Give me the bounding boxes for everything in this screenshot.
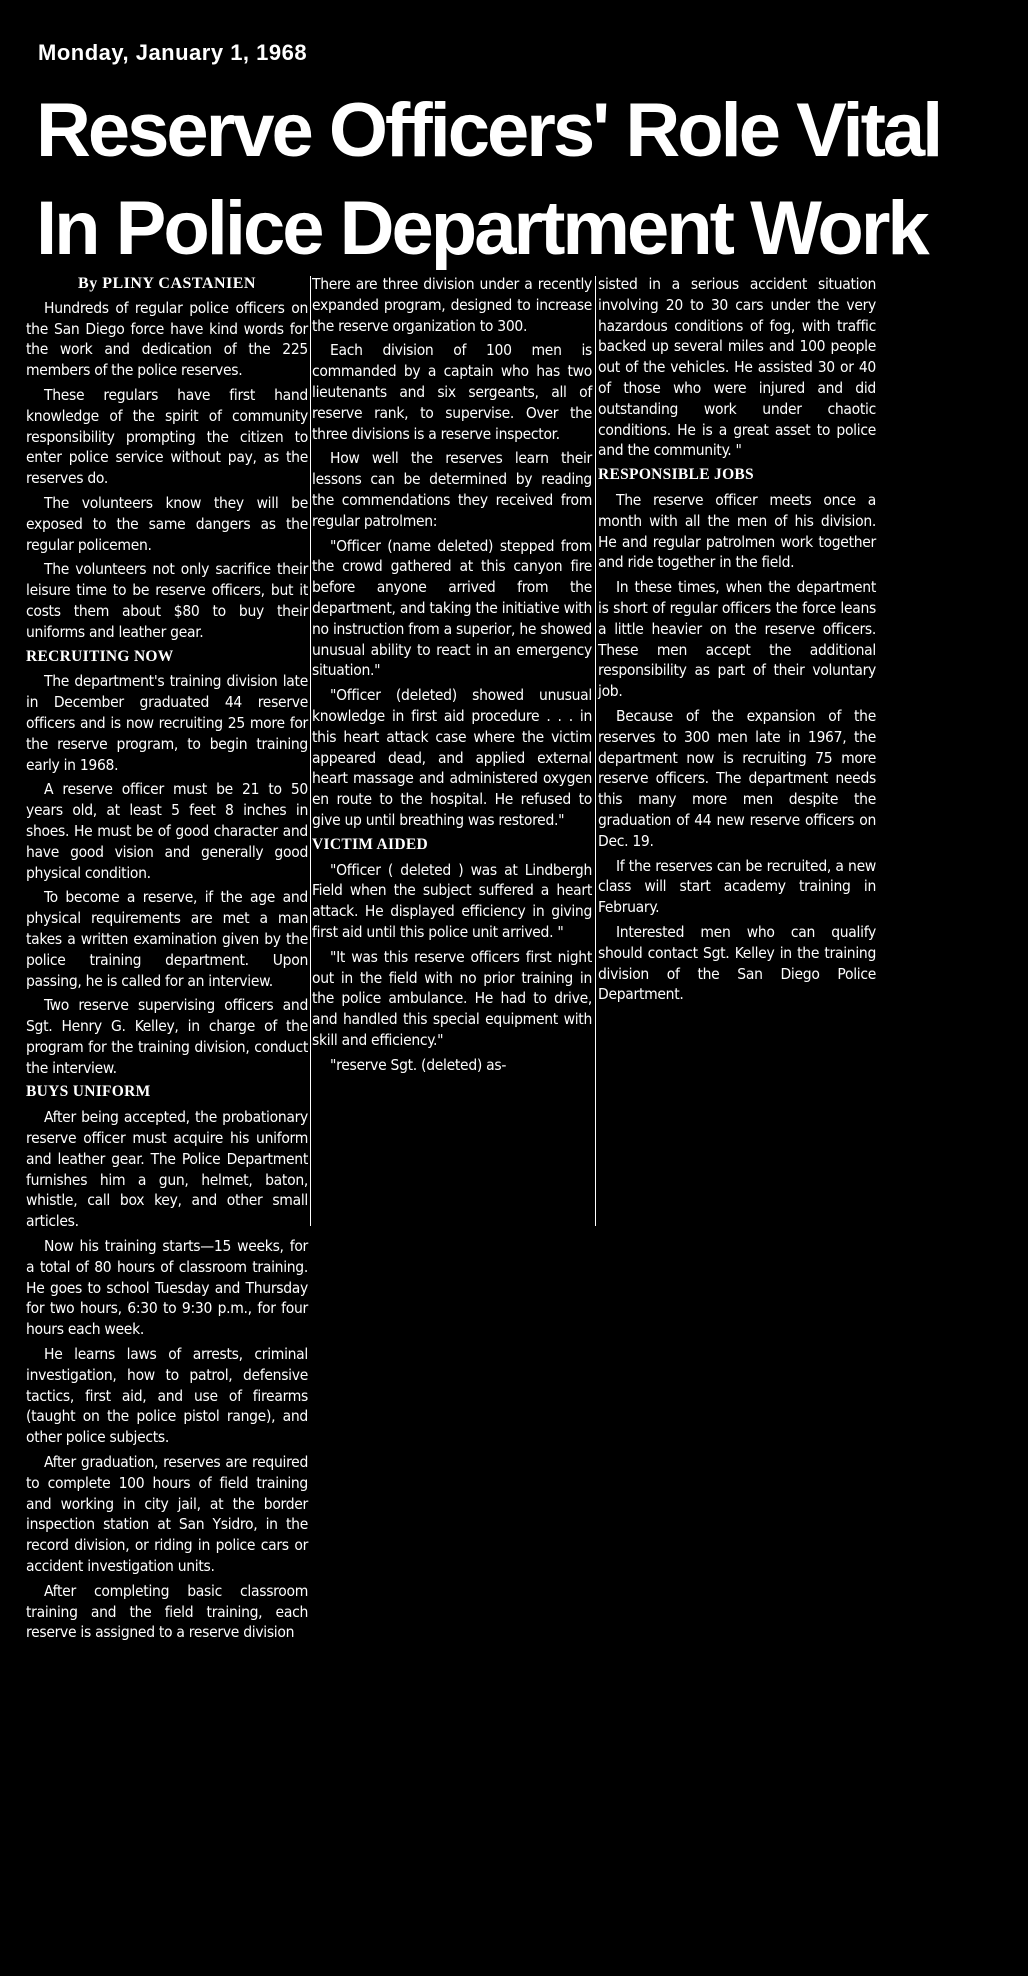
paragraph: These regulars have first hand knowledge of the spirit of community responsibility prompting the citizen to enter police service without pay, as the reserves do. — [26, 385, 308, 488]
paragraph: The reserve officer meets once a month with all the men of his division. He and regular patrolmen work together and ride together in the field. — [598, 490, 876, 572]
subhead-recruiting-now: RECRUITING NOW — [26, 647, 174, 665]
paragraph: Hundreds of regular police officers on the San Diego force have kind words for the work and dedication of the 225 members of the police reserves. — [26, 298, 308, 380]
column-rule-2 — [595, 276, 596, 1226]
headline-line-2: In Police Department Work — [36, 186, 927, 271]
paragraph: After completing basic classroom training and the field training, each reserve is assigned to a reserve division — [26, 1581, 308, 1642]
paragraph: After graduation, reserves are required to complete 100 hours of field training and working in city jail, at the border inspection station at San Ysidro, in the record division, or riding in police cars or accident investigation units. — [26, 1453, 308, 1576]
paragraph: "reserve Sgt. (deleted) as- — [330, 1055, 507, 1074]
paragraph: A reserve officer must be 21 to 50 years old, at least 5 feet 8 inches in shoes. He must be of good character and have good vision and generally good physical condition. — [26, 780, 308, 882]
paragraph: There are three division under a recently expanded program, designed to increase the reserve organization to 300. — [312, 275, 592, 335]
paragraph: "Officer (name deleted) stepped from the crowd gathered at this canyon fire before anyone arrived from the department, and taking the initiative with no instruction from a superior, he showed unusual ability to react in an emergency situation." — [312, 536, 592, 680]
headline — [36, 82, 1016, 278]
paragraph: sisted in a serious accident situation involving 20 to 30 cars under the very hazardous conditions of fog, with traffic backed up several miles and 100 people out of the vehicles. He assisted 30 or 40 of those who were injured and did outstanding work under chaotic conditions. He is a great asset to police and the community. " — [598, 275, 876, 460]
paragraph: Two reserve supervising officers and Sgt. Henry G. Kelley, in charge of the program for the training division, conduct the interview. — [26, 996, 308, 1077]
paragraph: Now his training starts—15 weeks, for a total of 80 hours of classroom training. He goes to school Tuesday and Thursday for two hours, 6:30 to 9:30 p.m., for four hours each week. — [26, 1237, 308, 1339]
byline: By PLINY CASTANIEN — [78, 275, 256, 292]
paragraph: After being accepted, the probationary reserve officer must acquire his uniform and leather gear. The Police Department furnishes him a gun, helmet, baton, whistle, call box key, and other small articles. — [26, 1108, 308, 1231]
paragraph: "Officer ( deleted ) was at Lindbergh Field when the subject suffered a heart attack. He displayed efficiency in giving first aid until this police unit arrived. " — [312, 860, 592, 941]
paragraph: If the reserves can be recruited, a new class will start academy training in February. — [598, 856, 876, 917]
paragraph: Interested men who can qualify should contact Sgt. Kelley in the training division of the San Diego Police Department. — [598, 922, 876, 1004]
paragraph: The volunteers not only sacrifice their leisure time to be reserve officers, but it costs them about $80 to buy their uniforms and leather gear. — [26, 560, 308, 641]
dateline: Monday, January 1, 1968 — [38, 40, 308, 65]
paragraph: Each division of 100 men is commanded by a captain who has two lieutenants and six sergeants, all of reserve rank, to supervise. Over the three divisions is a reserve inspector. — [312, 341, 592, 443]
article-column-3 — [598, 274, 876, 1009]
paragraph: He learns laws of arrests, criminal investigation, how to patrol, defensive tactics, first aid, and use of firearms (taught on the police pistol range), and other police subjects. — [26, 1345, 308, 1447]
subhead-victim-aided: VICTIM AIDED — [312, 835, 428, 853]
paragraph: "Officer (deleted) showed unusual knowledge in first aid procedure . . . in this heart attack case where the victim appeared dead, and applied external heart massage and administered oxygen en route to the hospital. He refused to give up until breathing was restored." — [312, 686, 592, 829]
paragraph: The department's training division late in December graduated 44 reserve officers and is now recruiting 25 more for the reserve program, to begin training early in 1968. — [26, 672, 308, 774]
article-column-1 — [26, 274, 308, 1647]
article-column-2 — [312, 274, 592, 1079]
subhead-buys-uniform: BUYS UNIFORM — [26, 1083, 151, 1101]
subhead-responsible-jobs: RESPONSIBLE JOBS — [598, 466, 754, 484]
paragraph: The volunteers know they will be exposed to the same dangers as the regular policemen. — [26, 493, 308, 554]
headline-line-1: Reserve Officers' Role Vital — [36, 88, 941, 173]
paragraph: Because of the expansion of the reserves to 300 men late in 1967, the department now is recruiting 75 more reserve officers. The department needs this many more men despite the graduation of 44 new reserve officers on Dec. 19. — [598, 706, 876, 850]
paragraph: In these times, when the department is short of regular officers the force leans a little heavier on the reserve officers. These men accept the additional responsibility as part of their voluntary job. — [598, 578, 876, 701]
paragraph: "It was this reserve officers first night out in the field with no prior training in the police ambulance. He had to drive, and handled this special equipment with skill and efficiency." — [312, 947, 592, 1049]
paragraph: How well the reserves learn their lessons can be determined by reading the commendations they received from regular patrolmen: — [312, 449, 592, 530]
column-rule-1 — [310, 276, 311, 1226]
paragraph: To become a reserve, if the age and physical requirements are met a man takes a written examination given by the police training department. Upon passing, he is called for an interview. — [26, 888, 308, 990]
